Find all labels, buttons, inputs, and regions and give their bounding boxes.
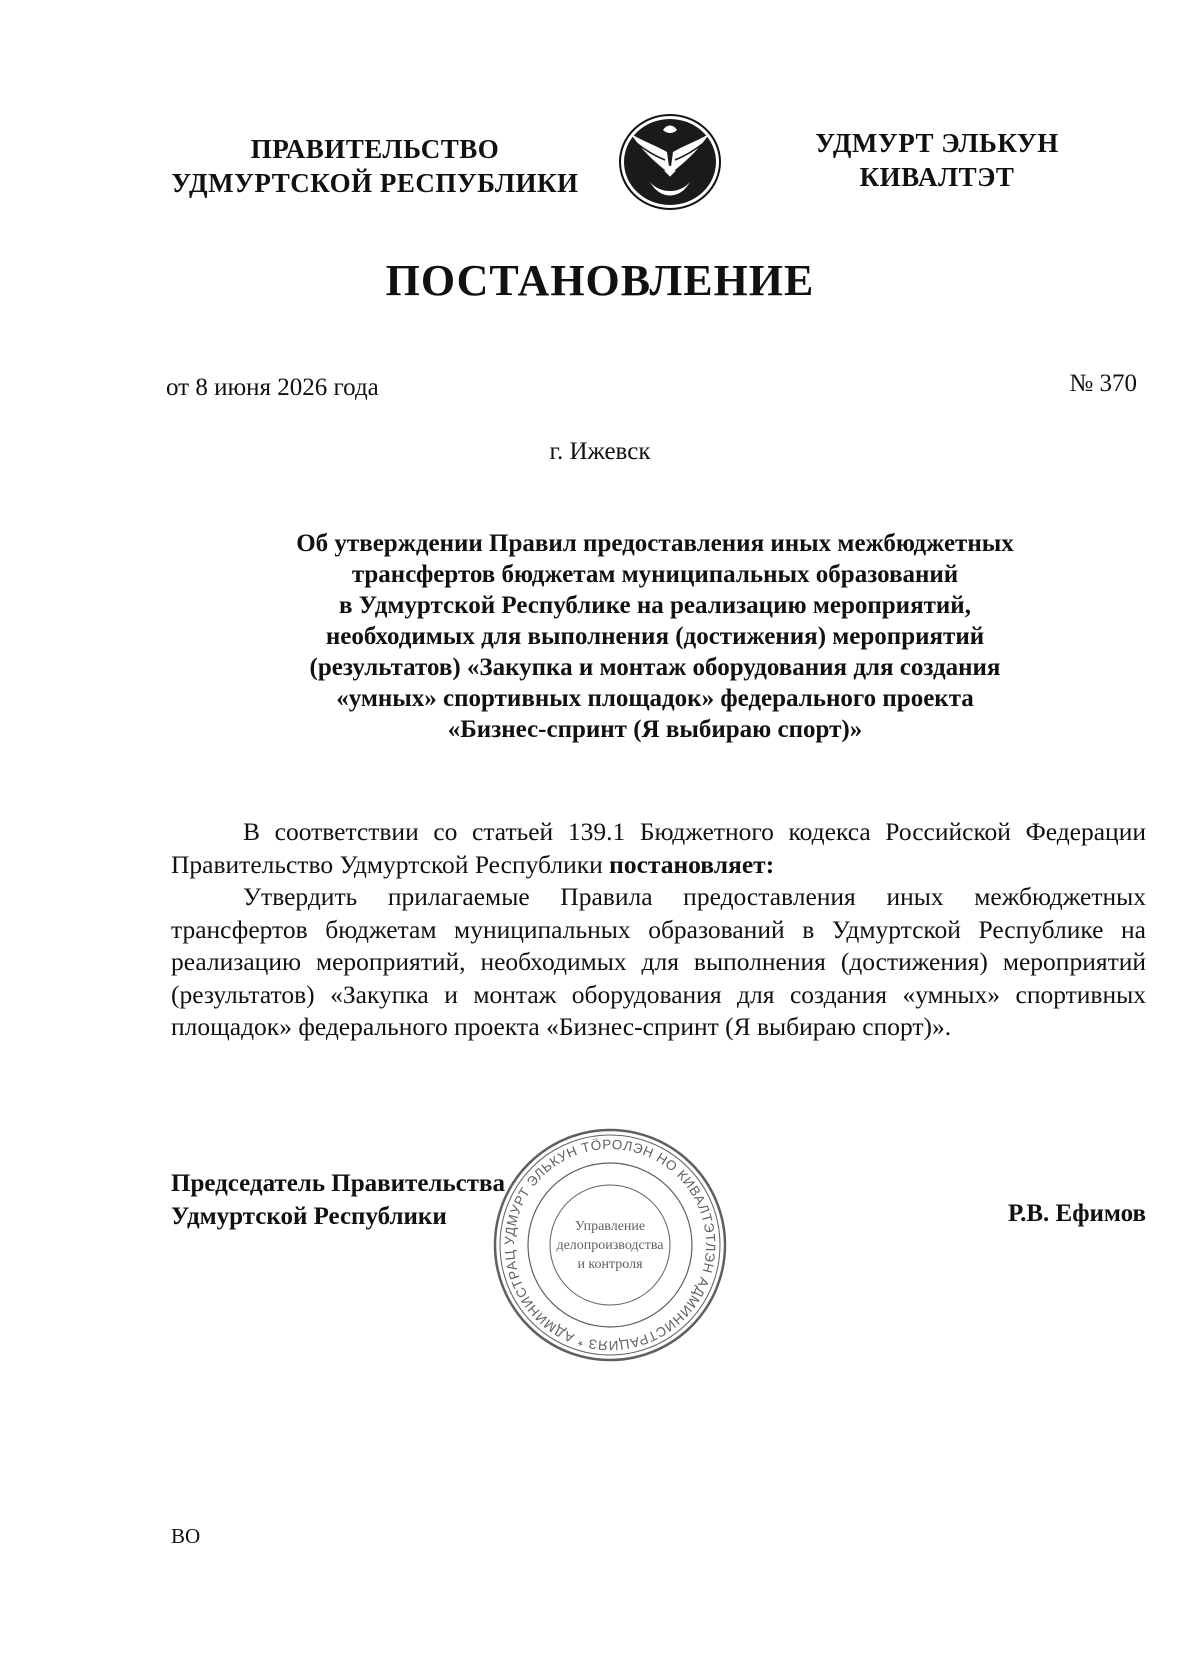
header-right-line2: КИВАЛТЭТ xyxy=(859,162,1015,192)
subject-line: «Бизнес-спринт (Я выбираю спорт)» xyxy=(447,716,863,743)
body-paragraph-1 xyxy=(171,816,1146,881)
document-date: от 8 июня 2026 года xyxy=(166,374,379,401)
document-subject xyxy=(200,528,1110,745)
subject-line: в Удмуртской Республике на реализацию мероприятий, xyxy=(339,592,971,619)
footer-initials: ВО xyxy=(171,1524,201,1548)
header-government-udm xyxy=(802,126,1072,194)
document-number: № 370 xyxy=(1069,370,1137,397)
header-right-line1: УДМУРТ ЭЛЬКУН xyxy=(815,128,1059,158)
signatory-name: Р.В. Ефимов xyxy=(1007,1200,1146,1227)
body-p1-text: В соответствии со статьей 139.1 Бюджетного кодекса Российской Федерации Правительство Удмуртской Республики xyxy=(171,817,1146,879)
stamp-center-line3: и контроля xyxy=(577,1257,643,1272)
stamp-center-line1: Управление xyxy=(574,1219,646,1234)
signatory-position-line1: Председатель Правительства xyxy=(171,1170,506,1197)
signatory-position xyxy=(171,1167,505,1233)
official-stamp xyxy=(490,1125,730,1365)
udmurt-coat-of-arms-icon xyxy=(615,112,725,212)
subject-line: «умных» спортивных площадок» федерального проекта xyxy=(336,685,974,712)
body-p1-bold: постановляет xyxy=(609,849,766,879)
document-type-title: ПОСТАНОВЛЕНИЕ xyxy=(385,256,815,305)
subject-line: необходимых для выполнения (достижения) мероприятий xyxy=(325,623,985,650)
subject-line: (результатов) «Закупка и монтаж оборудования для создания xyxy=(309,654,1001,681)
signatory-position-line2: Удмуртской Республики xyxy=(171,1203,447,1230)
document-city: г. Ижевск xyxy=(549,438,651,465)
header-left-line2: УДМУРТСКОЙ РЕСПУБЛИКИ xyxy=(171,168,579,198)
header-government-ru xyxy=(150,132,600,200)
body-p1-end: : xyxy=(765,849,775,879)
stamp-center-line2: делопроизводства xyxy=(556,1238,664,1253)
header-left-line1: ПРАВИТЕЛЬСТВО xyxy=(250,134,500,164)
stamp-ring-text: УДМУРТ ЭЛЬКУН ТӦРОЛЭН НО КИВАЛТЭТЛЭН АДМИНИСТРАЦИЯЗ * АДМИНИСТРАЦ xyxy=(501,1136,719,1354)
document-body xyxy=(171,816,1146,1044)
subject-line: Об утверждении Правил предоставления иных межбюджетных xyxy=(296,530,1014,557)
body-paragraph-2: Утвердить прилагаемые Правила предоставления иных межбюджетных трансфертов бюджетам муниципальных образований в Удмуртской Республике на реализацию мероприятий, необходимых для выполнения (достижения) мероприятий (результатов) «Закупка и монтаж оборудования для создания «умных» спортивных площадок» федерального проекта «Бизнес-спринт (Я выбираю спорт)». xyxy=(171,882,1146,1041)
subject-line: трансфертов бюджетам муниципальных образований xyxy=(351,561,959,588)
